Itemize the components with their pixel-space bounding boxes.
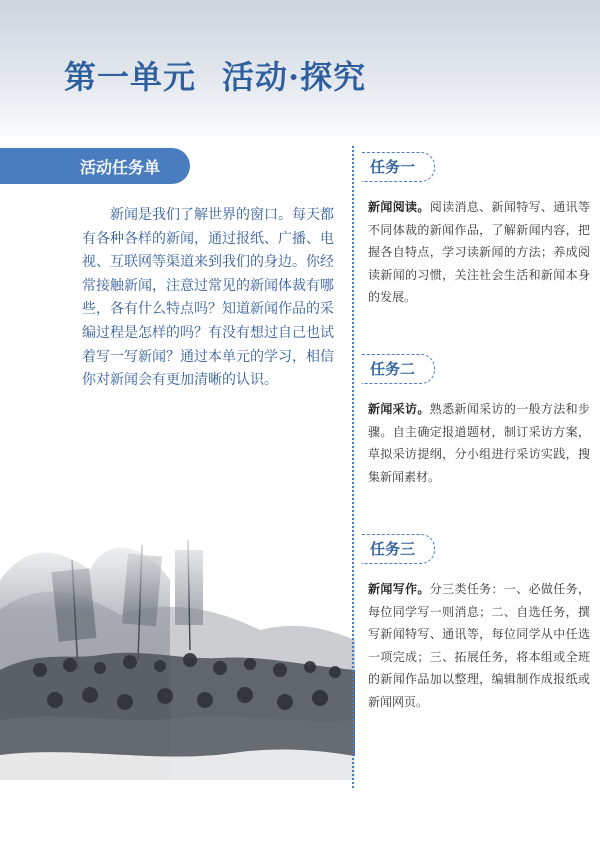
unit-topic: 活动·探究	[222, 58, 367, 96]
task-2-text: 熟悉新闻采访的一般方法和步骤。自主确定报道题材，制订采访方案，草拟采访提纲，分小组进行采访实践，搜集新闻素材。	[368, 402, 590, 484]
task-3-text: 分三类任务：一、必做任务，每位同学写一则消息；二、自选任务，撰写新闻特写、通讯等，每位同学从中任选一项完成；三、拓展任务，将本组或全班的新闻作品加以整理，编辑制作成报纸或新闻网页。	[368, 582, 590, 709]
unit-label: 第一单元	[64, 58, 197, 96]
page-title	[64, 52, 366, 98]
column-divider	[352, 146, 354, 788]
task-1-heading	[362, 152, 435, 182]
intro-paragraph: 新闻是我们了解世界的窗口。每天都有各种各样的新闻，通过报纸、广播、电视、互联网等渠道来到我们的身边。你经常接触新闻，注意过常见的新闻体裁有哪些，各有什么特点吗？知道新闻作品的采编过程是怎样的吗？有没有想过自己也试着写一写新闻？通过本单元的学习，相信你对新闻会有更加清晰的认识。	[82, 207, 334, 389]
task-1-heading-label: 任务一	[370, 158, 416, 176]
ink-wash-illustration	[0, 520, 355, 780]
task-2-heading	[362, 354, 435, 384]
task-3-heading	[362, 534, 435, 564]
task-2-heading-label: 任务二	[370, 360, 416, 378]
task-sheet-banner	[0, 148, 190, 184]
task-2-body	[368, 398, 590, 488]
task-3-body	[368, 578, 590, 713]
task-3-heading-label: 任务三	[370, 540, 416, 558]
task-2-lead: 新闻采访。	[368, 402, 430, 416]
task-1-body	[368, 196, 590, 309]
task-sheet-label: 活动任务单	[80, 158, 161, 177]
task-1-text: 阅读消息、新闻特写、通讯等不同体裁的新闻作品，了解新闻内容，把握各自特点，学习读新闻的方法；养成阅读新闻的习惯，关注社会生活和新闻本身的发展。	[368, 200, 590, 304]
task-1-lead: 新闻阅读。	[368, 200, 430, 214]
task-3-lead: 新闻写作。	[368, 582, 430, 596]
